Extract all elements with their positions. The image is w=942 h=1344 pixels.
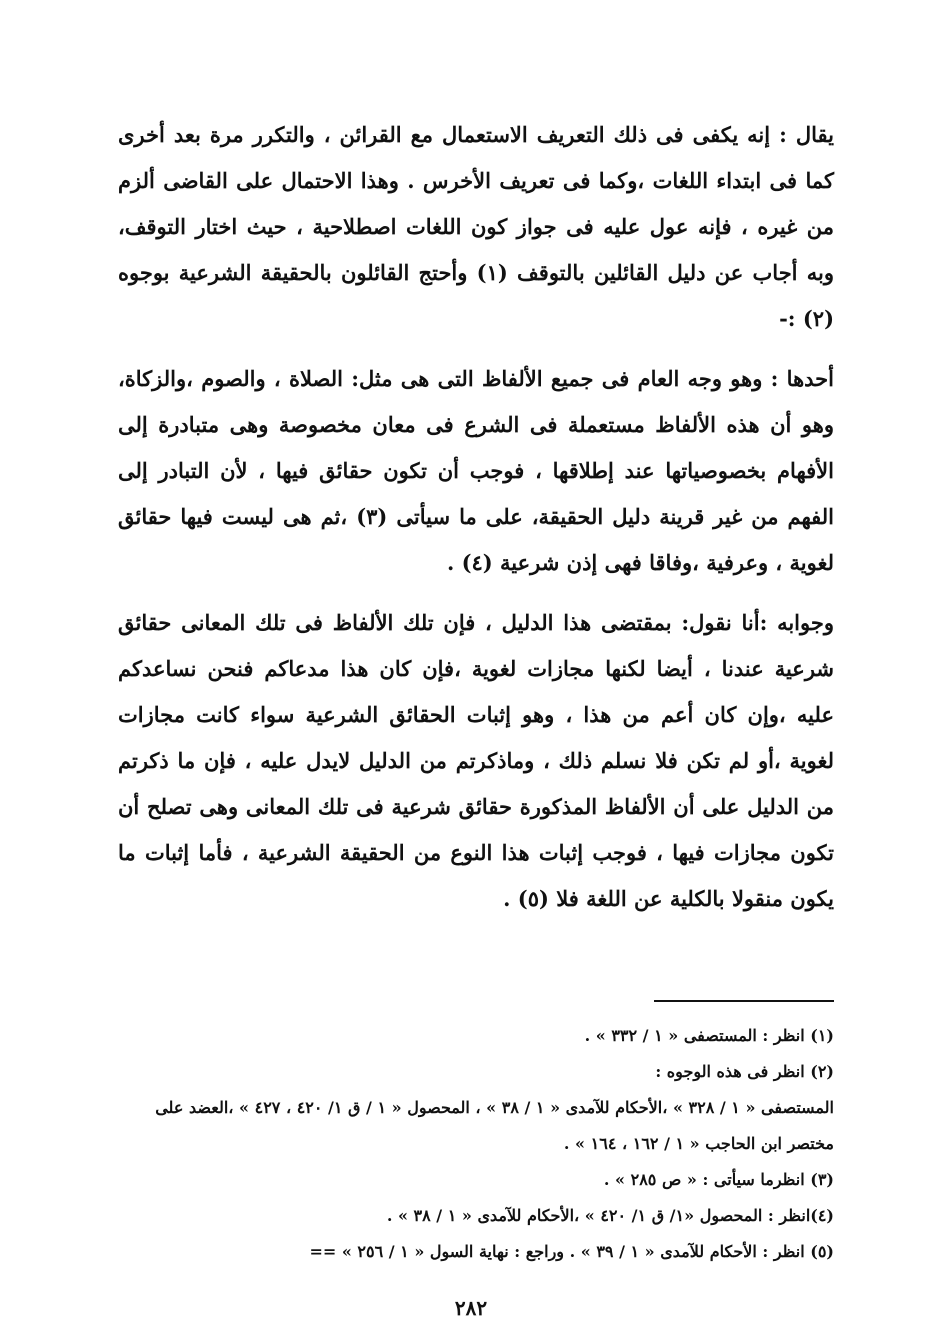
paragraph-2-text: وهو وجه العام فى جميع الألفاظ التى هى مثل: الصلاة ، والصوم ،والزكاة، وهو أن هذه الألفاظ مستعملة فى الشرع فى معان مخصوصة وهى متبادرة إلى الأفهام بخصوصياتها عند إطلاقها ، فوجب أن تكون حقائق فيها ، لأن التبادر إلى الفهم من غير قرينة دليل الحقيقة، على ما سيأتى (٣) ،ثم هى ليست فيها حقائق لغوية ، وعرفية ،وفاقا فهى إذن شرعية (٤) . <box>118 366 834 575</box>
footnote-divider <box>654 1000 834 1002</box>
paragraph-1 <box>118 112 834 342</box>
paragraph-2-lead: أحدها : <box>770 366 834 391</box>
footnote-3: (٣) انظرما سيأتى : « ص ٢٨٥ » . <box>603 1170 834 1189</box>
paragraph-2 <box>118 356 834 586</box>
paragraph-3-lead: وجوابه : <box>759 610 834 635</box>
paragraph-3 <box>118 600 834 922</box>
main-text <box>118 112 834 922</box>
page-number: ٢٨٢ <box>454 1296 488 1320</box>
footnote-2-sources: المستصفى « ١ / ٣٢٨ » ،الأحكام للآمدى « ١ / ٣٨ » ، المحصول « ١ / ق ١/ ٤٢٠ ، ٤٢٧ » ،العضد على مختصر ابن الحاجب « ١ / ١٦٢ ، ١٦٤ » . <box>155 1098 834 1153</box>
paragraph-3-text: أنا نقول: بمقتضى هذا الدليل ، فإن تلك الألفاظ فى تلك المعانى حقائق شرعية عندنا ، أيضا لكنها مجازات لغوية ،فإن كان هذا مدعاكم فنحن نساعدكم عليه ،وإن كان أعم من هذا ، وهو إثبات الحقائق الشرعية سواء كانت مجازات لغوية ،أو لم تكن فلا نسلم ذلك ، وماذكرتم من الدليل لايدل عليه ، فإن ما ذكرتم من الدليل على أن الألفاظ المذكورة حقائق شرعية فى تلك المعانى وهى تصلح أن تكون مجازات فيها ، فوجب إثبات هذا النوع من الحقيقة الشرعية ، فأما إثبات ما يكون منقولا بالكلية عن اللغة فلا (٥) . <box>118 610 834 911</box>
footnote-2: (٢) انظر فى هذه الوجوه : <box>655 1062 834 1081</box>
footnote-4: (٤)انظر : المحصول «١/ ق ١/ ٤٢٠ » ،الأحكام للآمدى « ١ / ٣٨ » . <box>386 1206 834 1225</box>
footnotes <box>118 1018 834 1270</box>
footnote-5: (٥) انظر : الأحكام للآمدى « ١ / ٣٩ » . وراجع : نهاية السول « ١ / ٢٥٦ » == <box>309 1242 834 1261</box>
footnote-1: (١) انظر : المستصفى « ١ / ٣٣٢ » . <box>584 1026 834 1045</box>
paragraph-1-text: يقال : إنه يكفى فى ذلك التعريف الاستعمال مع القرائن ، والتكرر مرة بعد أخرى كما فى ابتداء اللغات ،وكما فى تعريف الأخرس . وهذا الاحتمال على القاضى ألزم من غيره ، فإنه عول عليه فى جواز كون اللغات اصطلاحية ، حيث اختار التوقف، وبه أجاب عن دليل القائلين بالتوقف (١) وأحتج القائلون بالحقيقة الشرعية بوجوه (٢) :- <box>118 122 834 331</box>
